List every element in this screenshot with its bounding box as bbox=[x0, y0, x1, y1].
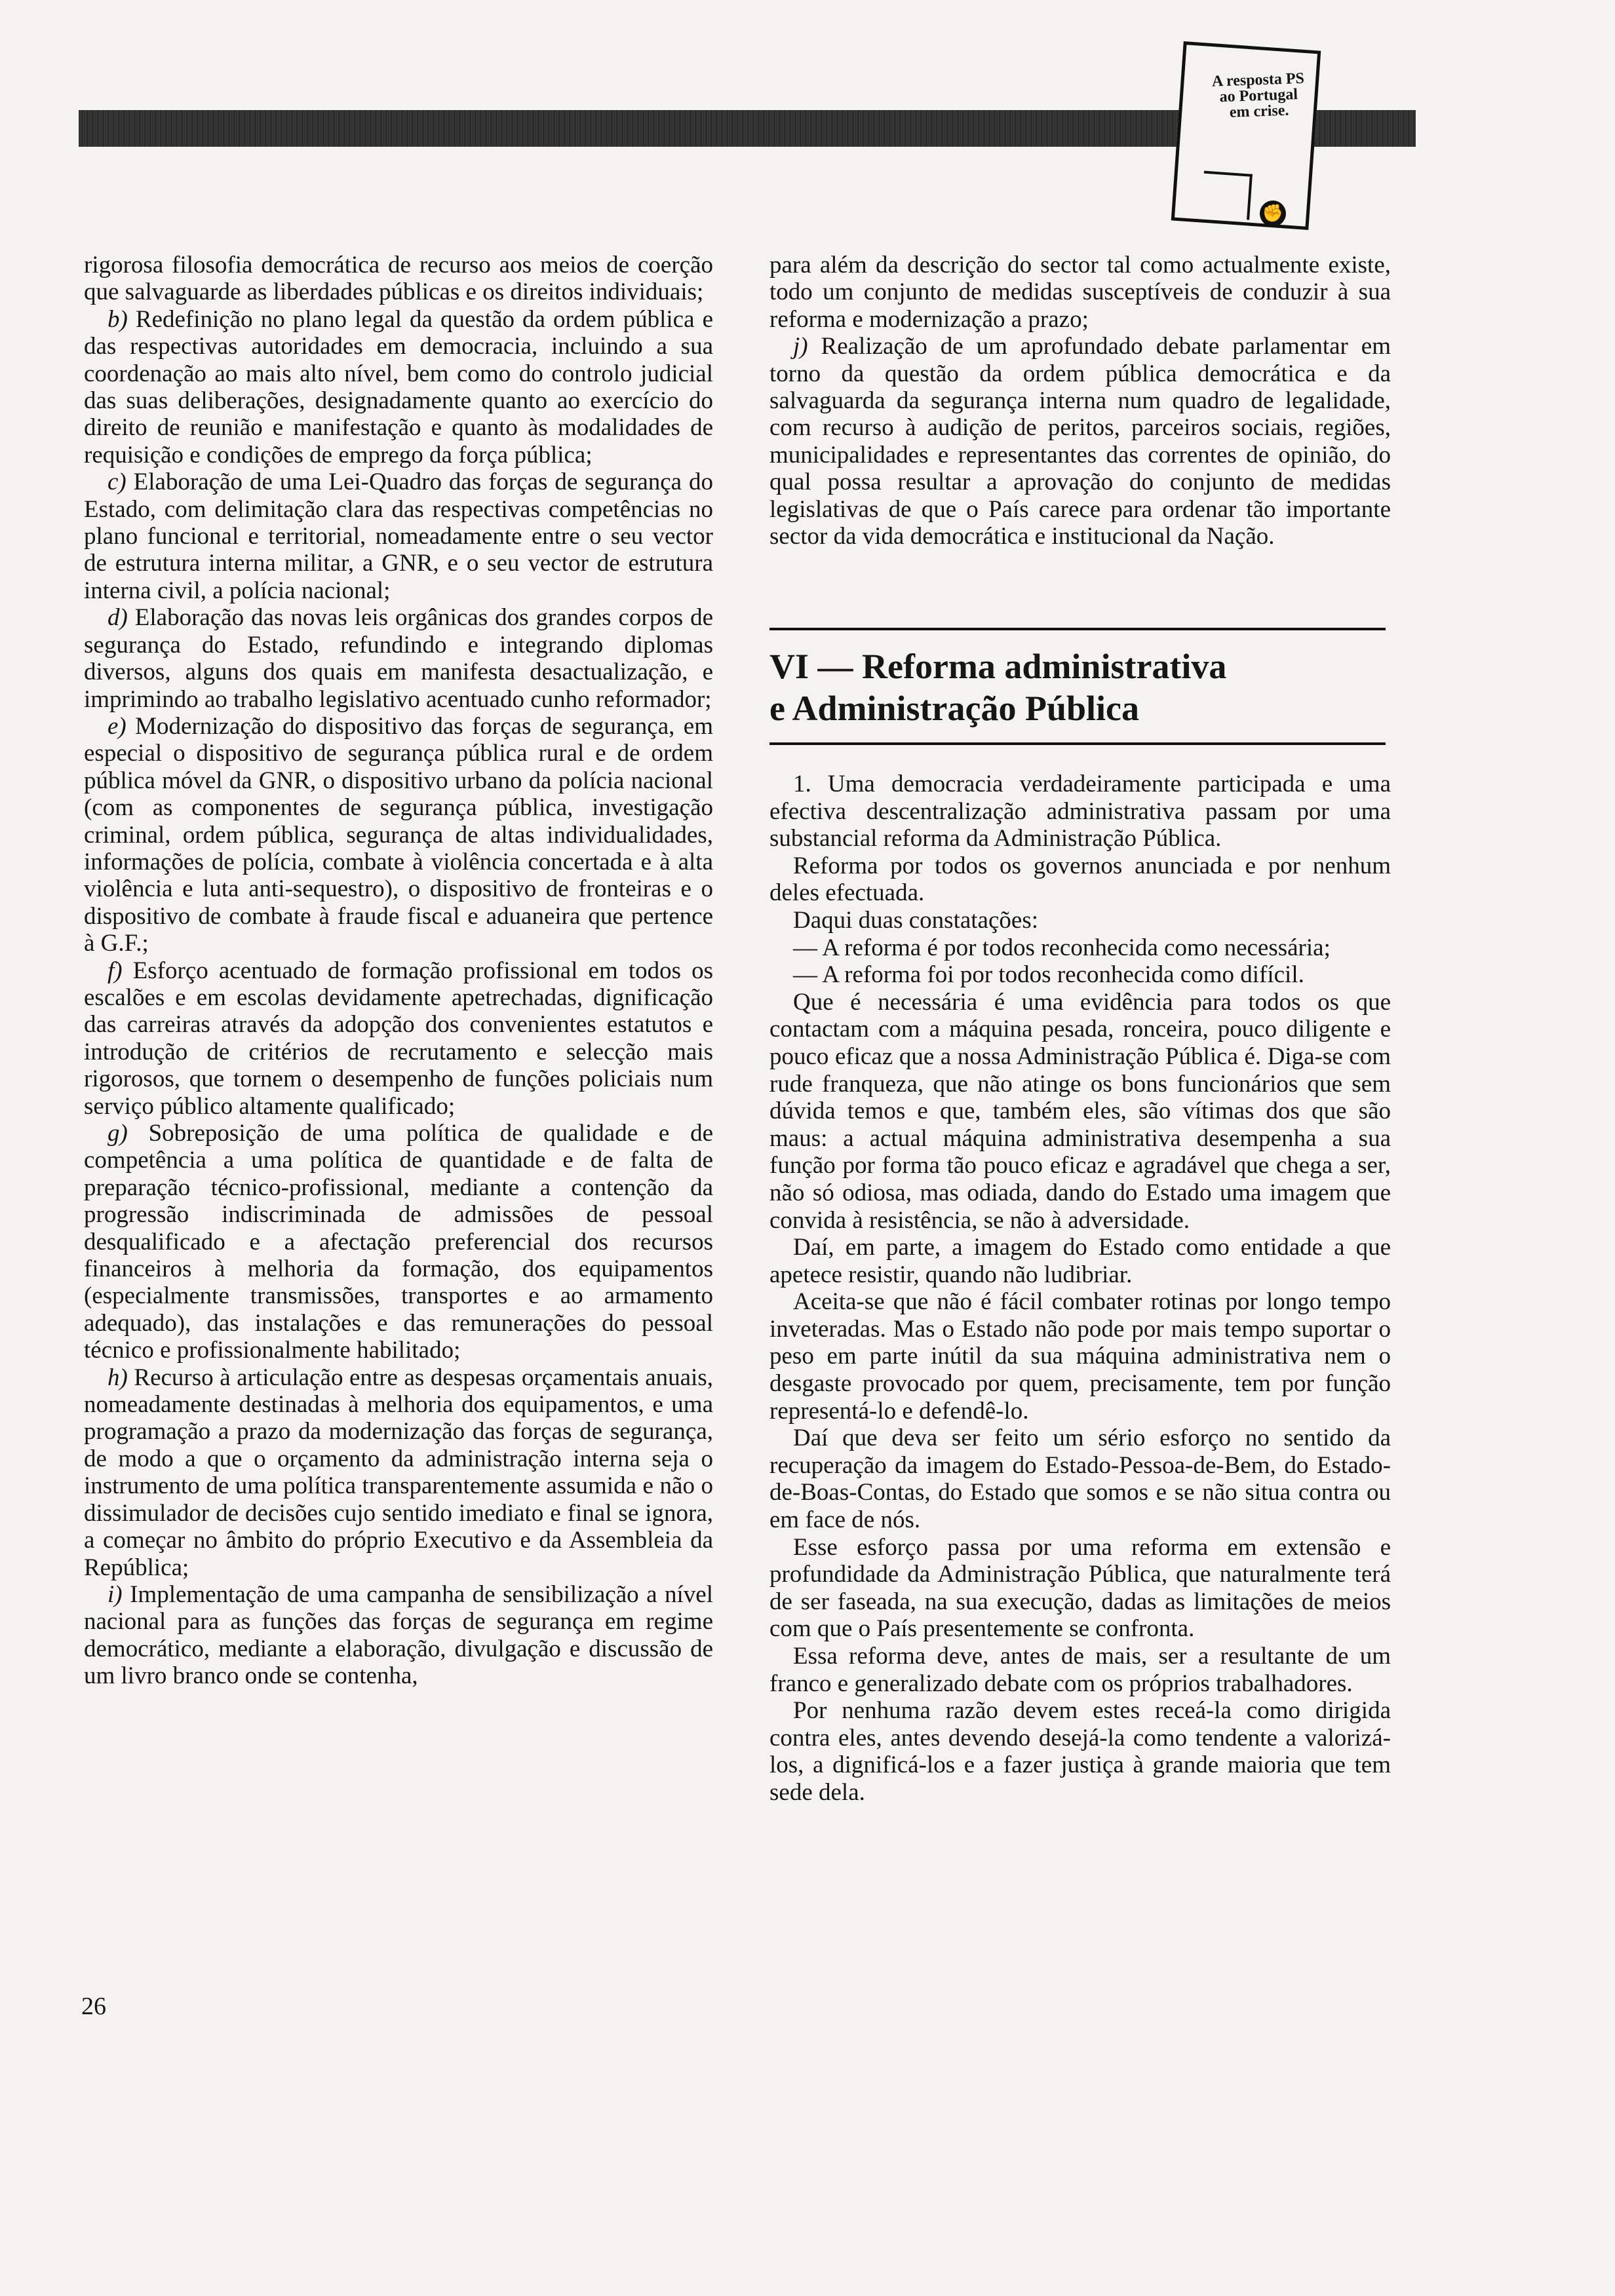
logo-arrow-icon bbox=[1201, 171, 1253, 220]
item-label: j) bbox=[793, 333, 808, 360]
right-column bbox=[769, 252, 1391, 550]
paragraph-text: Realização de um aprofundado debate parlamentar em torno da questão da ordem pública democrática e da salvaguarda da segurança interna num quadro de legalidade, com recurso à audição de peritos, parceiros sociais, regiões, municipalidades e representantes das correntes de opinião, do qual possa resultar a aprovação do conjunto de medidas legislativas de que o País carece para ordenar tão importante sector da vida democrática e institucional da Nação. bbox=[769, 333, 1391, 550]
section-paragraph: — A reforma foi por todos reconhecida como difícil. bbox=[793, 961, 1304, 989]
item-label: h) bbox=[107, 1364, 128, 1391]
paragraph-text: Recurso à articulação entre as despesas orçamentais anuais, nomeadamente destinadas à melhoria dos equipamentos, e uma programação a prazo da modernização das forças de segurança, de modo a que o orçamento da administração interna seja o instrumento de uma política transparentemente assumida e não o dissimulador de decisões cujo sentido imediato e final se ignora, a começar no âmbito do próprio Executivo e da Assembleia da República; bbox=[84, 1364, 713, 1581]
section-paragraph: — A reforma é por todos reconhecida como necessária; bbox=[793, 934, 1331, 961]
item-label: g) bbox=[107, 1120, 128, 1147]
paragraph bbox=[84, 1120, 713, 1364]
section-paragraph: Que é necessária é uma evidência para todos os que contactam com a máquina pesada, ronceira, pouco diligente e pouco eficaz que a nossa Administração Pública é. Diga-se com rude franqueza, que não atinge os bons funcionários que sem dúvida temos e que, também eles, são vítimas dos que são maus: a actual máquina administrativa desempenha a sua função por forma tão pouco eficaz e agradável que chega a ser, não só odiosa, mas odiada, dando do Estado uma imagem que convida à resistência, se não à adversidade. bbox=[769, 988, 1391, 1234]
section-rule-top bbox=[769, 628, 1386, 630]
section-paragraph: Daí que deva ser feito um sério esforço no sentido da recuperação da imagem do Estado-Pessoa-de-Bem, do Estado-de-Boas-Contas, do Estado que somos e se não situa contra ou em face de nós. bbox=[769, 1425, 1391, 1534]
section-paragraph: 1. Uma democracia verdadeiramente participada e uma efectiva descentralização administrativa passam por uma substancial reforma da Administração Pública. bbox=[769, 771, 1391, 852]
paragraph-text: Elaboração de uma Lei-Quadro das forças de segurança do Estado, com delimitação clara das respectivas competências no plano funcional e territorial, nomeadamente entre o seu vector de estrutura interna militar, a GNR, e o seu vector de estrutura interna civil, a polícia nacional; bbox=[84, 469, 713, 604]
paragraph bbox=[84, 713, 713, 957]
item-label: f) bbox=[107, 957, 123, 984]
section-paragraph: Daí, em parte, a imagem do Estado como entidade a que apetece resistir, quando não ludibriar. bbox=[769, 1234, 1391, 1288]
section-paragraph: Essa reforma deve, antes de mais, ser a resultante de um franco e generalizado debate com os próprios trabalhadores. bbox=[769, 1643, 1391, 1697]
section-paragraph: Por nenhuma razão devem estes receá-la como dirigida contra eles, antes devendo desejá-la como tendente a valorizá-los, a dignificá-los e a fazer justiça à grande maioria que tem sede dela. bbox=[769, 1697, 1391, 1806]
paragraph-text: rigorosa filosofia democrática de recurso aos meios de coerção que salvaguarde as liberdades públicas e os direitos individuais; bbox=[84, 252, 713, 306]
item-label: d) bbox=[107, 604, 128, 632]
paragraph-text: Redefinição no plano legal da questão da ordem pública e das respectivas autoridades em democracia, incluindo a sua coordenação ao mais alto nível, bem como do controlo judicial das suas deliberações, designadamente quanto ao exercício do direito de reunião e manifestação e quanto às modalidades de requisição e condições de emprego da força pública; bbox=[84, 305, 713, 469]
paragraph-text: para além da descrição do sector tal como actualmente existe, todo um conjunto de medidas susceptíveis de conduzir à sua reforma e modernização a prazo; bbox=[769, 252, 1391, 333]
item-label: c) bbox=[107, 469, 126, 496]
item-label: e) bbox=[107, 712, 126, 740]
section-paragraph: Esse esforço passa por uma reforma em extensão e profundidade da Administração Pública, que naturalmente terá de ser faseada, na sua execução, dadas as limitações de meios com que o País presentemente se confronta. bbox=[769, 1533, 1391, 1643]
page-number: 26 bbox=[81, 1993, 106, 2020]
paragraph bbox=[769, 252, 1391, 333]
item-label: i) bbox=[107, 1580, 123, 1608]
section-rule-bottom bbox=[769, 742, 1386, 745]
paragraph bbox=[84, 957, 713, 1120]
paragraph bbox=[84, 306, 713, 469]
section-heading bbox=[769, 645, 1386, 729]
paragraph-text: Implementação de uma campanha de sensibilização a nível nacional para as funções das forças de segurança em regime democrático, mediante a elaboração, divulgação e discussão de um livro branco onde se contenha, bbox=[84, 1580, 713, 1690]
paragraph bbox=[84, 1364, 713, 1581]
item-label: b) bbox=[107, 305, 128, 333]
paragraph bbox=[84, 604, 713, 713]
party-fist-icon: ✊ bbox=[1260, 201, 1286, 227]
section-body bbox=[769, 771, 1391, 1807]
paragraph bbox=[84, 1581, 713, 1690]
section-paragraph: Reforma por todos os governos anunciada e por nenhum deles efectuada. bbox=[769, 852, 1391, 907]
section-heading-line2: e Administração Pública bbox=[769, 689, 1139, 728]
section-paragraph: Aceita-se que não é fácil combater rotinas por longo tempo inveteradas. Mas o Estado não pode por mais tempo suportar o peso em parte inútil da sua máquina administrativa nem o desgaste provocado por quem, precisamente, tem por função representá-lo e defendê-lo. bbox=[769, 1288, 1391, 1425]
paragraph-text: Sobreposição de uma política de qualidade e de competência a uma política de quantidade e de falta de preparação técnico-profissional, mediante a contenção da progressão indiscriminada de admissões de pessoal desqualificado e a afectação preferencial dos recursos financeiros à melhoria da formação, dos equipamentos (especialmente transmissões, transportes e ao armamento adequado), das instalações e das remunerações do pessoal técnico e profissionalmente habilitado; bbox=[84, 1120, 713, 1364]
paragraph-text: Esforço acentuado de formação profissional em todos os escalões e em escolas devidamente apetrechadas, dignificação das carreiras através da adopção dos convenientes estatutos e introdução de critérios de recrutamento e selecção mais rigorosos, que tornem o desempenho de funções policiais num serviço público altamente qualificado; bbox=[84, 957, 713, 1120]
paragraph bbox=[84, 469, 713, 604]
paragraph-text: Modernização do dispositivo das forças de segurança, em especial o dispositivo de segurança pública rural e de ordem pública móvel da GNR, o dispositivo urbano da polícia nacional (com as componentes de segurança pública, investigação criminal, ordem pública, segurança de altas individualidades, informações de polícia, combate à violência concertada e à alta violência e luta anti-sequestro), o dispositivo de fronteiras e o dispositivo de combate à fraude fiscal e aduaneira que pertence à G.F.; bbox=[84, 712, 713, 957]
left-column bbox=[84, 252, 713, 1690]
logo-text: A resposta PS ao Portugal em crise. bbox=[1211, 69, 1305, 121]
section-heading-line1: VI — Reforma administrativa bbox=[769, 647, 1227, 686]
paragraph bbox=[769, 333, 1391, 550]
campaign-logo bbox=[1171, 41, 1321, 230]
section-paragraph: Daqui duas constatações: bbox=[793, 906, 1038, 934]
paragraph bbox=[84, 252, 713, 306]
paragraph-text: Elaboração das novas leis orgânicas dos grandes corpos de segurança do Estado, refundindo e integrando diplomas diversos, alguns dos quais em manifesta desactualização, e imprimindo ao trabalho legislativo acentuado cunho reformador; bbox=[84, 604, 713, 713]
